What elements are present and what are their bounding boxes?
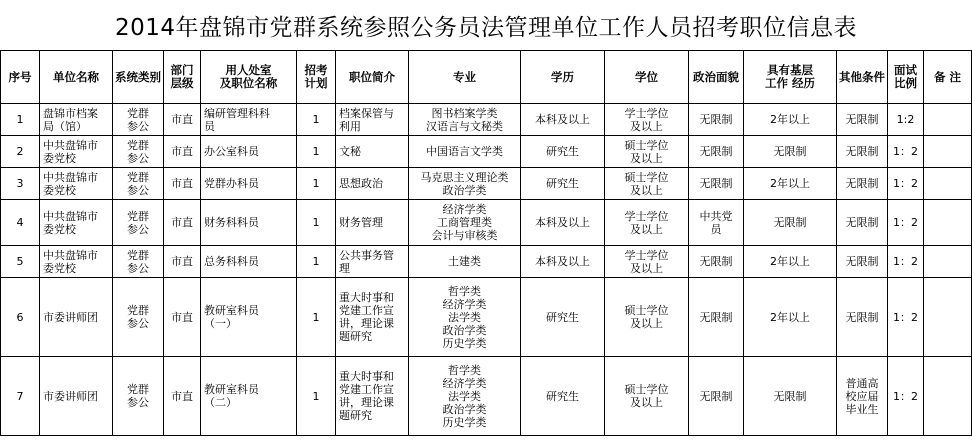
cell-system: 党群 参公 — [113, 357, 164, 436]
cell-plan: 1 — [297, 246, 336, 278]
cell-system: 党群 参公 — [113, 104, 164, 136]
cell-other: 无限制 — [837, 246, 888, 278]
header-cell: 其他条件 — [837, 51, 888, 104]
header-cell: 部门层级 — [164, 51, 201, 104]
cell-system: 党群 参公 — [113, 200, 164, 246]
header-cell: 学历 — [521, 51, 605, 104]
cell-index: 3 — [1, 168, 40, 200]
cell-political: 无限制 — [689, 278, 744, 357]
cell-remark — [924, 136, 972, 168]
header-cell: 职位简介 — [336, 51, 409, 104]
cell-education: 研究生 — [521, 278, 605, 357]
header-cell: 招考 计划 — [297, 51, 336, 104]
cell-index: 5 — [1, 246, 40, 278]
cell-experience: 2年以上 — [744, 246, 837, 278]
cell-other: 无限制 — [837, 168, 888, 200]
cell-education: 研究生 — [521, 136, 605, 168]
cell-other: 无限制 — [837, 278, 888, 357]
cell-position: 编研管理科科 员 — [201, 104, 297, 136]
cell-level: 市直 — [164, 104, 201, 136]
cell-major: 哲学类 经济学类 法学类 政治学类 历史学类 — [409, 278, 521, 357]
cell-description: 重大时事和 党建工作宣 讲，理论课 题研究 — [336, 278, 409, 357]
header-cell: 政治面貌 — [689, 51, 744, 104]
cell-education: 研究生 — [521, 168, 605, 200]
cell-remark — [924, 278, 972, 357]
cell-position: 总务科科员 — [201, 246, 297, 278]
cell-degree: 学士学位 及以上 — [605, 200, 689, 246]
cell-degree: 硕士学位 及以上 — [605, 168, 689, 200]
cell-ratio: 1：2 — [888, 357, 924, 436]
cell-system: 党群 参公 — [113, 168, 164, 200]
cell-political: 无限制 — [689, 168, 744, 200]
cell-ratio: 1：2 — [888, 136, 924, 168]
cell-major: 土建类 — [409, 246, 521, 278]
cell-ratio: 1：2 — [888, 168, 924, 200]
cell-unit: 中共盘锦市 委党校 — [40, 168, 113, 200]
cell-political: 无限制 — [689, 104, 744, 136]
cell-unit: 市委讲师团 — [40, 278, 113, 357]
header-cell: 序号 — [1, 51, 40, 104]
cell-other: 普通高 校应届 毕业生 — [837, 357, 888, 436]
cell-unit: 中共盘锦市 委党校 — [40, 200, 113, 246]
cell-unit: 市委讲师团 — [40, 357, 113, 436]
cell-political: 中共党 员 — [689, 200, 744, 246]
cell-other: 无限制 — [837, 136, 888, 168]
cell-degree: 硕士学位 及以上 — [605, 136, 689, 168]
cell-description: 财务管理 — [336, 200, 409, 246]
cell-experience: 无限制 — [744, 357, 837, 436]
cell-position: 教研室科员 （一） — [201, 278, 297, 357]
cell-major: 马克思主义理论类 政治学类 — [409, 168, 521, 200]
cell-system: 党群 参公 — [113, 246, 164, 278]
cell-political: 无限制 — [689, 357, 744, 436]
cell-remark — [924, 168, 972, 200]
cell-index: 1 — [1, 104, 40, 136]
cell-level: 市直 — [164, 168, 201, 200]
cell-unit: 盘锦市档案 局（馆） — [40, 104, 113, 136]
cell-level: 市直 — [164, 200, 201, 246]
cell-level: 市直 — [164, 246, 201, 278]
table-row — [1, 200, 972, 246]
cell-description: 文秘 — [336, 136, 409, 168]
table-row — [1, 136, 972, 168]
cell-remark — [924, 246, 972, 278]
cell-position: 教研室科员 （二） — [201, 357, 297, 436]
cell-degree: 学士学位 及以上 — [605, 104, 689, 136]
header-cell: 学位 — [605, 51, 689, 104]
cell-plan: 1 — [297, 168, 336, 200]
cell-experience: 无限制 — [744, 136, 837, 168]
cell-ratio: 1：2 — [888, 278, 924, 357]
cell-remark — [924, 104, 972, 136]
cell-education: 本科及以上 — [521, 200, 605, 246]
cell-position: 党群办科员 — [201, 168, 297, 200]
table-row — [1, 104, 972, 136]
table-row — [1, 246, 972, 278]
cell-degree: 硕士学位 及以上 — [605, 278, 689, 357]
cell-education: 研究生 — [521, 357, 605, 436]
cell-level: 市直 — [164, 278, 201, 357]
table-row — [1, 357, 972, 436]
cell-experience: 2年以上 — [744, 278, 837, 357]
cell-plan: 1 — [297, 136, 336, 168]
header-cell: 面试 比例 — [888, 51, 924, 104]
cell-education: 本科及以上 — [521, 104, 605, 136]
header-row — [1, 51, 972, 104]
cell-plan: 1 — [297, 104, 336, 136]
cell-political: 无限制 — [689, 246, 744, 278]
cell-ratio: 1：2 — [888, 246, 924, 278]
cell-plan: 1 — [297, 200, 336, 246]
cell-index: 2 — [1, 136, 40, 168]
cell-other: 无限制 — [837, 104, 888, 136]
cell-experience: 2年以上 — [744, 104, 837, 136]
header-cell: 单位名称 — [40, 51, 113, 104]
cell-major: 图书档案学类 汉语言与文秘类 — [409, 104, 521, 136]
cell-index: 4 — [1, 200, 40, 246]
cell-index: 6 — [1, 278, 40, 357]
cell-level: 市直 — [164, 136, 201, 168]
cell-description: 公共事务管 理 — [336, 246, 409, 278]
cell-position: 办公室科员 — [201, 136, 297, 168]
cell-experience: 2年以上 — [744, 168, 837, 200]
cell-unit: 中共盘锦市 委党校 — [40, 246, 113, 278]
header-cell: 具有基层 工作 经历 — [744, 51, 837, 104]
header-cell: 专业 — [409, 51, 521, 104]
page-title: 2014年盘锦市党群系统参照公务员法管理单位工作人员招考职位信息表 — [114, 14, 858, 41]
cell-index: 7 — [1, 357, 40, 436]
cell-description: 重大时事和 党建工作宣 讲，理论课 题研究 — [336, 357, 409, 436]
cell-system: 党群 参公 — [113, 278, 164, 357]
cell-description: 思想政治 — [336, 168, 409, 200]
header-cell: 系统类别 — [113, 51, 164, 104]
table-row — [1, 168, 972, 200]
cell-description: 档案保管与 利用 — [336, 104, 409, 136]
cell-unit: 中共盘锦市 委党校 — [40, 136, 113, 168]
cell-system: 党群 参公 — [113, 136, 164, 168]
cell-degree: 学士学位 及以上 — [605, 246, 689, 278]
cell-level: 市直 — [164, 357, 201, 436]
header-cell: 备 注 — [924, 51, 972, 104]
cell-political: 无限制 — [689, 136, 744, 168]
cell-degree: 硕士学位 及以上 — [605, 357, 689, 436]
cell-ratio: 1:2 — [888, 104, 924, 136]
cell-plan: 1 — [297, 278, 336, 357]
cell-major: 中国语言文学类 — [409, 136, 521, 168]
cell-other: 无限制 — [837, 200, 888, 246]
header-cell: 用人处室 及职位名称 — [201, 51, 297, 104]
cell-plan: 1 — [297, 357, 336, 436]
cell-remark — [924, 357, 972, 436]
table-row — [1, 278, 972, 357]
cell-major: 经济学类 工商管理类 会计与审核类 — [409, 200, 521, 246]
cell-major: 哲学类 经济学类 法学类 政治学类 历史学类 — [409, 357, 521, 436]
job-positions-table — [0, 50, 972, 436]
cell-education: 本科及以上 — [521, 246, 605, 278]
cell-ratio: 1：2 — [888, 200, 924, 246]
cell-position: 财务科科员 — [201, 200, 297, 246]
cell-experience: 无限制 — [744, 200, 837, 246]
cell-remark — [924, 200, 972, 246]
